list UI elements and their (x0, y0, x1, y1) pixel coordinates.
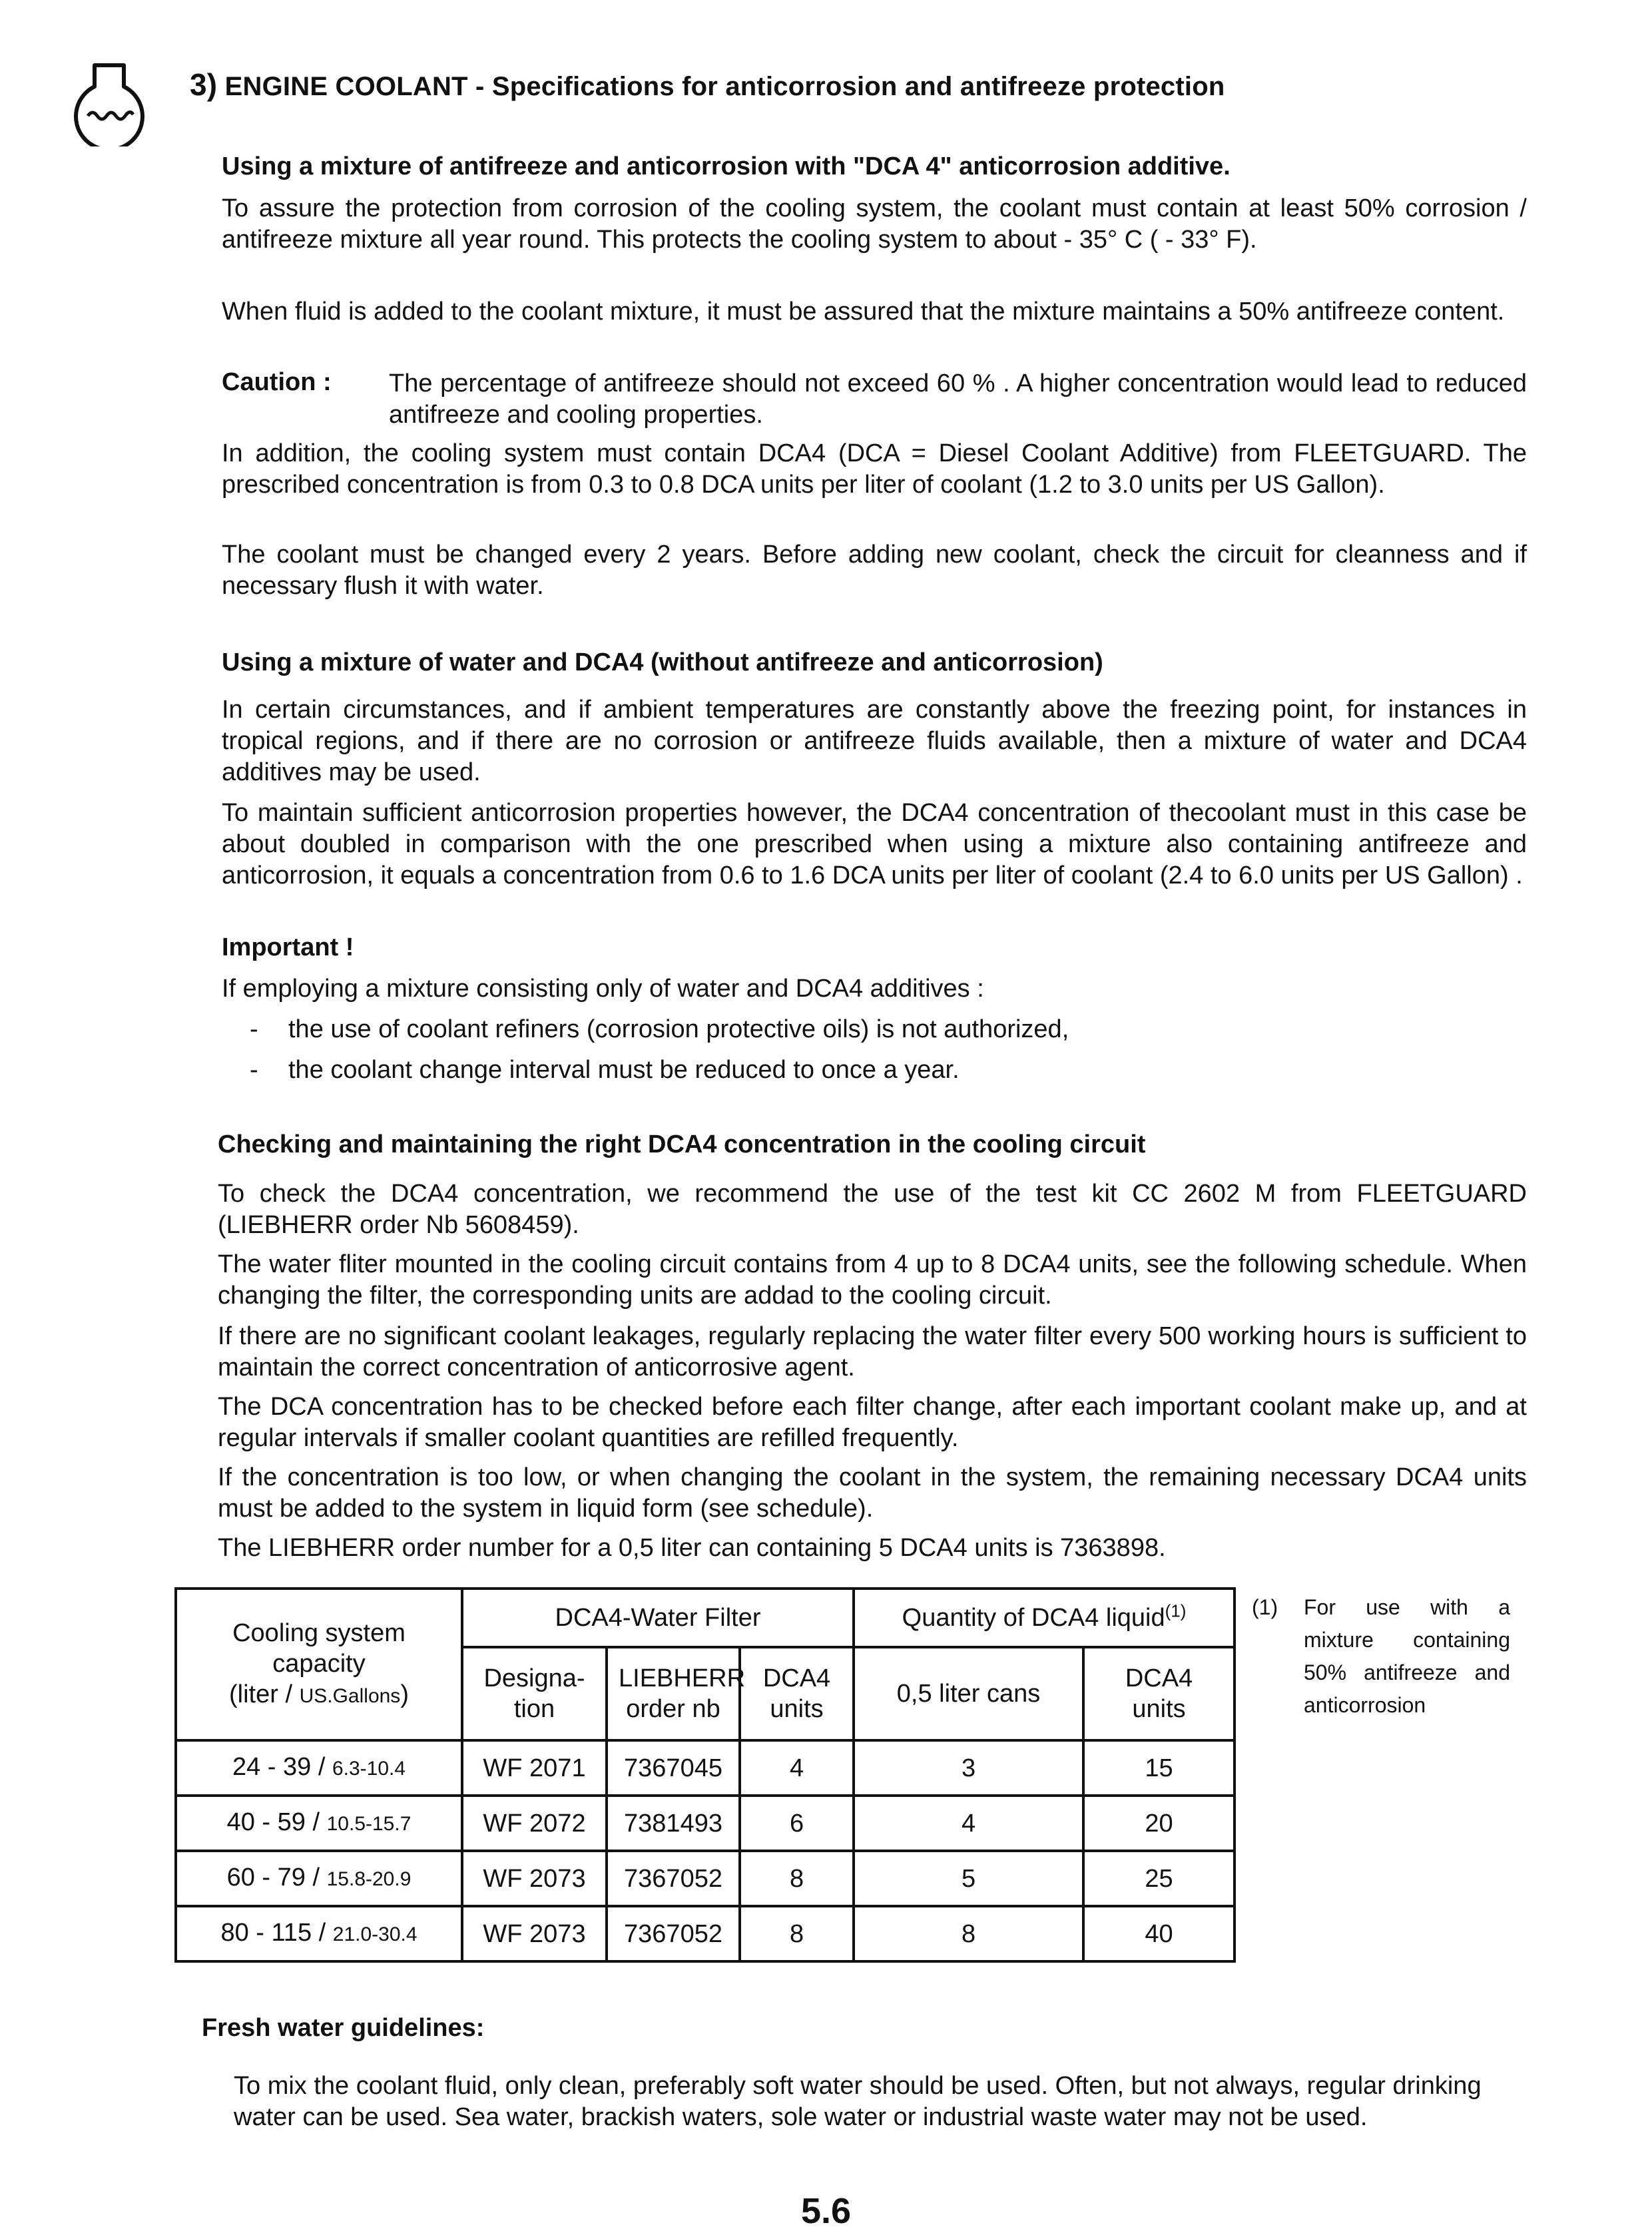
paragraph: The coolant must be changed every 2 years. Before adding new coolant, check the circuit for cleanness and if necessary flush it with water. (222, 541, 1527, 600)
table-row: 60 - 79 / 15.8-20.9 WF 2073 7367052 8 5 25 (176, 1851, 1235, 1906)
subheading-fresh-water: Fresh water guidelines: (202, 2014, 485, 2042)
header-designation: Designa-tion (462, 1647, 607, 1740)
page-number: 5.6 (800, 2191, 852, 2231)
table-row: 40 - 59 / 10.5-15.7 WF 2072 7381493 6 4 20 (176, 1796, 1235, 1851)
section-number: 3) (190, 67, 218, 102)
dca4-schedule-table (174, 1587, 1236, 1963)
header-liquid-units: DCA4 units (1083, 1647, 1235, 1740)
paragraph: In addition, the cooling system must contain DCA4 (DCA = Diesel Coolant Additive) from FLEETGUARD. The prescribed concentration is from 0.3 to 0.8 DCA units per liter of coolant (1.2 to 3.0 units per US Gallon). (222, 439, 1527, 499)
paragraph: If employing a mixture consisting only of water and DCA4 additives : (222, 975, 984, 1003)
paragraph: The LIEBHERR order number for a 0,5 liter can containing 5 DCA4 units is 7363898. (218, 1534, 1166, 1562)
header-order-nb: LIEBHERR order nb (607, 1647, 740, 1740)
coolant-flask-icon (72, 61, 146, 146)
subheading-water-mixture: Using a mixture of water and DCA4 (without antifreeze and anticorrosion) (222, 648, 1103, 676)
paragraph: To assure the protection from corrosion of the cooling system, the coolant must contain at least 50% corrosion / antifreeze mixture all year round. This protects the cooling system to about - 35° C ( - 33° F). (222, 194, 1527, 254)
paragraph: To mix the coolant fluid, only clean, preferably soft water should be used. Often, but not always, regular drinking water can be used. Sea water, brackish waters, sole water or industrial waste water may not be used. (234, 2072, 1482, 2131)
subheading-antifreeze-mixture: Using a mixture of antifreeze and anticorrosion with "DCA 4" anticorrosion additive. (222, 152, 1231, 180)
section-heading (190, 67, 1225, 103)
header-cans: 0,5 liter cans (854, 1647, 1083, 1740)
table-footnote: (1) For use with a mixture containing 50% antifreeze and anticorrosion (1252, 1595, 1510, 1717)
list-item: - the coolant change interval must be reduced to once a year. (250, 1056, 960, 1084)
table-row: 80 - 115 / 21.0-30.4 WF 2073 7367052 8 8 40 (176, 1906, 1235, 1961)
paragraph: If the concentration is too low, or when changing the coolant in the system, the remaining necessary DCA4 units must be added to the system in liquid form (see schedule). (218, 1463, 1527, 1523)
caution-label: Caution : (222, 368, 332, 396)
paragraph: The DCA concentration has to be checked before each filter change, after each important coolant make up, and at regular intervals if smaller coolant quantities are refilled frequently. (218, 1393, 1527, 1452)
header-liquid-quantity: Quantity of DCA4 liquid$^{(1)}$ (854, 1589, 1235, 1647)
paragraph: To maintain sufficient anticorrosion properties however, the DCA4 concentration of thecoolant must in this case be about doubled in comparison with the one prescribed when using a mixture also containing antifreeze and anticorrosion, it equals a concentration from 0.6 to 1.6 DCA units per liter of coolant (2.4 to 6.0 units per US Gallon) . (222, 799, 1527, 889)
paragraph: In certain circumstances, and if ambient temperatures are constantly above the freezing point, for instances in tropical regions, and if there are no corrosion or antifreeze fluids available, then a mixture of water and DCA4 additives may be used. (222, 696, 1527, 786)
header-dca4-units: DCA4 units (740, 1647, 854, 1740)
caution-text: The percentage of antifreeze should not exceed 60 % . A higher concentration would lead to reduced antifreeze and cooling properties. (389, 370, 1527, 429)
header-capacity: Cooling system capacity (liter / US.Gallons) (176, 1589, 462, 1740)
paragraph: The water fliter mounted in the cooling circuit contains from 4 up to 8 DCA4 units, see the following schedule. When changing the filter, the corresponding units are addad to the cooling circuit. (218, 1250, 1527, 1310)
list-item: - the use of coolant refiners (corrosion protective oils) is not authorized, (250, 1015, 1069, 1043)
important-label: Important ! (222, 933, 354, 961)
paragraph: When fluid is added to the coolant mixture, it must be assured that the mixture maintains a 50% antifreeze content. (222, 298, 1505, 326)
subheading-checking-dca4: Checking and maintaining the right DCA4 concentration in the cooling circuit (218, 1130, 1146, 1158)
header-water-filter: DCA4-Water Filter (462, 1589, 854, 1647)
paragraph: To check the DCA4 concentration, we recommend the use of the test kit CC 2602 M from FLEETGUARD (LIEBHERR order Nb 5608459). (218, 1180, 1527, 1239)
table-row: 24 - 39 / 6.3-10.4 WF 2071 7367045 4 3 15 (176, 1740, 1235, 1796)
paragraph: If there are no significant coolant leakages, regularly replacing the water filter every 500 working hours is sufficient to maintain the correct concentration of anticorrosive agent. (218, 1322, 1527, 1381)
section-title: ENGINE COOLANT - Specifications for anticorrosion and antifreeze protection (224, 72, 1225, 101)
